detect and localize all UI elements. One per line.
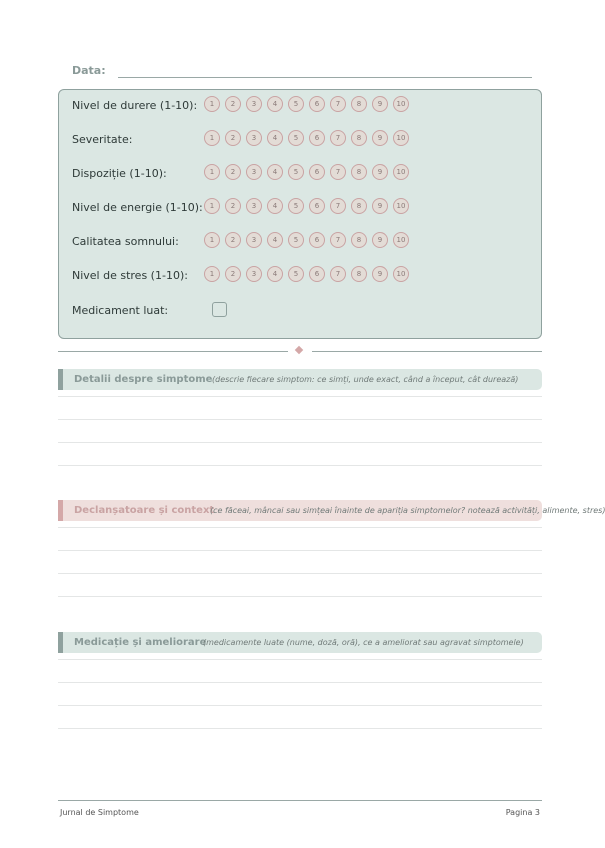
- rating-circle[interactable]: 1: [204, 96, 220, 112]
- section-title: Detalii despre simptome: [74, 374, 213, 385]
- medication-checkbox[interactable]: [212, 302, 227, 317]
- divider-line-left: [58, 351, 288, 352]
- rating-circle[interactable]: 2: [225, 198, 241, 214]
- rating-row: [72, 164, 532, 184]
- writing-line[interactable]: [58, 465, 542, 466]
- rating-scale: [204, 232, 409, 248]
- rating-circle[interactable]: 10: [393, 96, 409, 112]
- section-accent-bar: [58, 500, 63, 521]
- rating-circle[interactable]: 4: [267, 198, 283, 214]
- section-title: Medicație și ameliorare: [74, 637, 207, 648]
- date-row: [72, 62, 532, 80]
- writing-line[interactable]: [58, 728, 542, 729]
- rating-row: [72, 301, 532, 321]
- rating-circle[interactable]: 3: [246, 130, 262, 146]
- section-accent-bar: [58, 632, 63, 653]
- rating-circle[interactable]: 6: [309, 130, 325, 146]
- rating-circle[interactable]: 1: [204, 198, 220, 214]
- rating-circle[interactable]: 8: [351, 164, 367, 180]
- rating-circle[interactable]: 10: [393, 164, 409, 180]
- rating-circle[interactable]: 1: [204, 232, 220, 248]
- section-header: [58, 632, 542, 653]
- rating-circle[interactable]: 2: [225, 164, 241, 180]
- rating-circle[interactable]: 5: [288, 130, 304, 146]
- rating-circle[interactable]: 8: [351, 232, 367, 248]
- date-input-line[interactable]: [118, 77, 532, 78]
- rating-scale: [204, 130, 409, 146]
- writing-line[interactable]: [58, 659, 542, 660]
- rating-circle[interactable]: 9: [372, 96, 388, 112]
- rating-circle[interactable]: 6: [309, 164, 325, 180]
- rating-scale: [204, 96, 409, 112]
- rating-scale: [204, 164, 409, 180]
- rating-circle[interactable]: 7: [330, 164, 346, 180]
- rating-circle[interactable]: 5: [288, 266, 304, 282]
- writing-line[interactable]: [58, 419, 542, 420]
- footer-title: Jurnal de Simptome: [60, 808, 139, 817]
- rating-circle[interactable]: 6: [309, 96, 325, 112]
- writing-line[interactable]: [58, 705, 542, 706]
- rating-label: Severitate:: [72, 133, 133, 146]
- rating-circle[interactable]: 4: [267, 266, 283, 282]
- rating-label: Medicament luat:: [72, 304, 169, 317]
- section-hint: (descrie fiecare simptom: ce simți, unde exact, când a început, cât durează): [212, 375, 519, 384]
- writing-line[interactable]: [58, 573, 542, 574]
- rating-circle[interactable]: 1: [204, 164, 220, 180]
- rating-circle[interactable]: 9: [372, 164, 388, 180]
- rating-scale: [204, 266, 409, 282]
- date-label: Data:: [72, 64, 106, 77]
- rating-circle[interactable]: 10: [393, 266, 409, 282]
- rating-circle[interactable]: 7: [330, 198, 346, 214]
- rating-circle[interactable]: 9: [372, 130, 388, 146]
- rating-label: Calitatea somnului:: [72, 235, 179, 248]
- section-accent-bar: [58, 369, 63, 390]
- section-hint: (ce făceai, mâncai sau simțeai înainte de apariția simptomelor? notează activități, alimente, stres): [210, 506, 605, 515]
- rating-label: Nivel de durere (1-10):: [72, 99, 198, 112]
- rating-label: Nivel de stres (1-10):: [72, 269, 188, 282]
- page-number: Pagina 3: [505, 808, 540, 817]
- rating-circle[interactable]: 6: [309, 198, 325, 214]
- rating-circle[interactable]: 2: [225, 96, 241, 112]
- rating-circle[interactable]: 3: [246, 266, 262, 282]
- rating-row: [72, 266, 532, 286]
- rating-circle[interactable]: 3: [246, 96, 262, 112]
- rating-circle[interactable]: 4: [267, 232, 283, 248]
- section-header: [58, 369, 542, 390]
- rating-circle[interactable]: 7: [330, 266, 346, 282]
- rating-circle[interactable]: 2: [225, 266, 241, 282]
- rating-circle[interactable]: 8: [351, 130, 367, 146]
- rating-row: [72, 130, 532, 150]
- rating-circle[interactable]: 4: [267, 130, 283, 146]
- rating-circle[interactable]: 3: [246, 198, 262, 214]
- rating-row: [72, 96, 532, 116]
- diamond-ornament-icon: [295, 346, 303, 354]
- rating-circle[interactable]: 1: [204, 130, 220, 146]
- rating-circle[interactable]: 7: [330, 130, 346, 146]
- rating-circle[interactable]: 5: [288, 164, 304, 180]
- rating-circle[interactable]: 2: [225, 130, 241, 146]
- writing-line[interactable]: [58, 596, 542, 597]
- rating-circle[interactable]: 6: [309, 266, 325, 282]
- rating-panel: [58, 89, 542, 339]
- rating-circle[interactable]: 9: [372, 232, 388, 248]
- section-divider: [58, 346, 542, 356]
- rating-row: [72, 198, 532, 218]
- rating-scale: [204, 198, 409, 214]
- writing-line[interactable]: [58, 527, 542, 528]
- rating-circle[interactable]: 8: [351, 96, 367, 112]
- rating-circle[interactable]: 5: [288, 96, 304, 112]
- rating-circle[interactable]: 6: [309, 232, 325, 248]
- rating-circle[interactable]: 10: [393, 130, 409, 146]
- rating-circle[interactable]: 9: [372, 266, 388, 282]
- rating-circle[interactable]: 3: [246, 232, 262, 248]
- writing-line[interactable]: [58, 550, 542, 551]
- rating-circle[interactable]: 7: [330, 96, 346, 112]
- rating-circle[interactable]: 8: [351, 266, 367, 282]
- section-header: [58, 500, 605, 521]
- rating-circle[interactable]: 1: [204, 266, 220, 282]
- rating-circle[interactable]: 7: [330, 232, 346, 248]
- divider-line-right: [312, 351, 542, 352]
- rating-circle[interactable]: 10: [393, 198, 409, 214]
- rating-circle[interactable]: 8: [351, 198, 367, 214]
- rating-circle[interactable]: 3: [246, 164, 262, 180]
- rating-label: Nivel de energie (1-10):: [72, 201, 203, 214]
- section-hint: (medicamente luate (nume, doză, oră), ce a ameliorat sau agravat simptomele): [203, 638, 524, 647]
- footer-divider: [58, 800, 542, 801]
- rating-label: Dispoziție (1-10):: [72, 167, 167, 180]
- rating-circle[interactable]: 4: [267, 164, 283, 180]
- rating-circle[interactable]: 9: [372, 198, 388, 214]
- rating-row: [72, 232, 532, 252]
- writing-line[interactable]: [58, 682, 542, 683]
- rating-circle[interactable]: 4: [267, 96, 283, 112]
- rating-circle[interactable]: 2: [225, 232, 241, 248]
- section-title: Declanșatoare și context: [74, 505, 215, 516]
- writing-line[interactable]: [58, 442, 542, 443]
- writing-line[interactable]: [58, 396, 542, 397]
- rating-circle[interactable]: 5: [288, 232, 304, 248]
- rating-circle[interactable]: 10: [393, 232, 409, 248]
- rating-circle[interactable]: 5: [288, 198, 304, 214]
